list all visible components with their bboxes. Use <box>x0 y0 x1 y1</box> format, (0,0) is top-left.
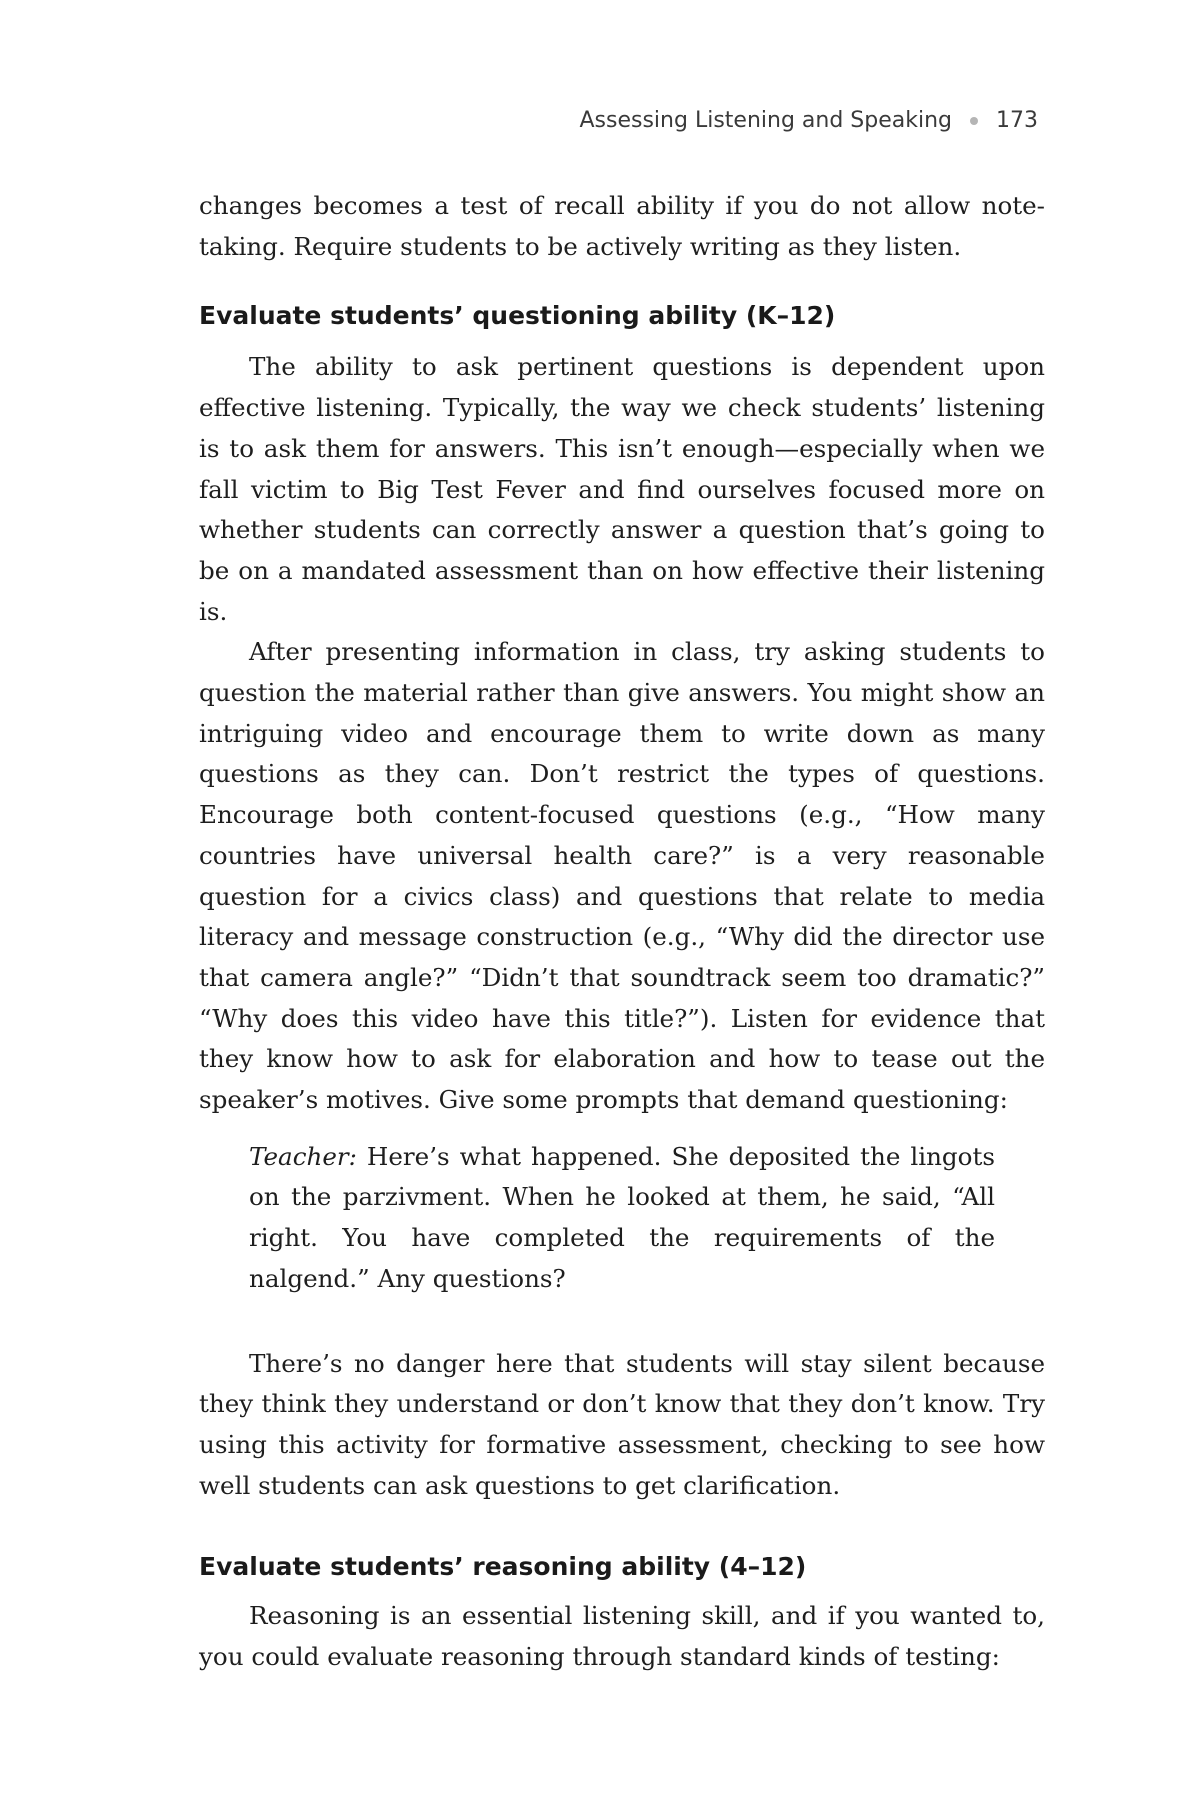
quote-text: Here’s what happened. She deposited the lingots on the parzivment. When he looked at them, he said, “All right. You have completed the requirements of the nalgend.” Any questions? <box>249 1141 995 1293</box>
paragraph: After presenting information in class, try asking students to question the material rather than give answers. You might show an intriguing video and encourage them to write down as many questions as they can. Don’t restrict the types of questions. Encourage both content-focused questions (e.g., “How many countries have universal health care?” is a very reasonable question for a civics class) and questions that relate to media literacy and message construction (e.g., “Why did the director use that camera angle?” “Didn’t that soundtrack seem too dramatic?” “Why does this video have this title?”). Listen for evidence that they know how to ask for elaboration and how to tease out the speaker’s motives. Give some prompts that demand questioning: <box>199 637 1045 1115</box>
block-quote <box>249 1137 995 1300</box>
paragraph: Reasoning is an essential listening skill, and if you wanted to, you could evaluate reasoning through standard kinds of testing: <box>199 1601 1045 1672</box>
paragraph: The ability to ask pertinent questions is dependent upon effective listening. Typically, the way we check students’ listening is to ask them for answers. This isn’t enough—especially when we fall victim to Big Test Fever and find ourselves focused more on whether students can correctly answer a question that’s going to be on a mandated assessment than on how effective their listening is. <box>199 352 1045 626</box>
running-title: Assessing Listening and Speaking <box>579 108 952 133</box>
quote-speaker: Teacher: <box>249 1141 357 1171</box>
bullet-separator-icon <box>970 117 978 125</box>
page-number: 173 <box>996 108 1038 133</box>
page-body <box>199 186 1045 1678</box>
paragraph-continued: changes becomes a test of recall ability if you do not allow note-taking. Require students to be actively writing as they listen. <box>199 191 1045 261</box>
running-header <box>580 108 1039 133</box>
paragraph: There’s no danger here that students will stay silent because they think they understand or don’t know that they don’t know. Try using this activity for formative assessment, checking to see how well students can ask questions to get clarification. <box>199 1348 1045 1500</box>
section-heading-reasoning: Evaluate students’ reasoning ability (4–12) <box>199 1552 807 1582</box>
section-heading-questioning: Evaluate students’ questioning ability (K–12) <box>199 301 836 331</box>
